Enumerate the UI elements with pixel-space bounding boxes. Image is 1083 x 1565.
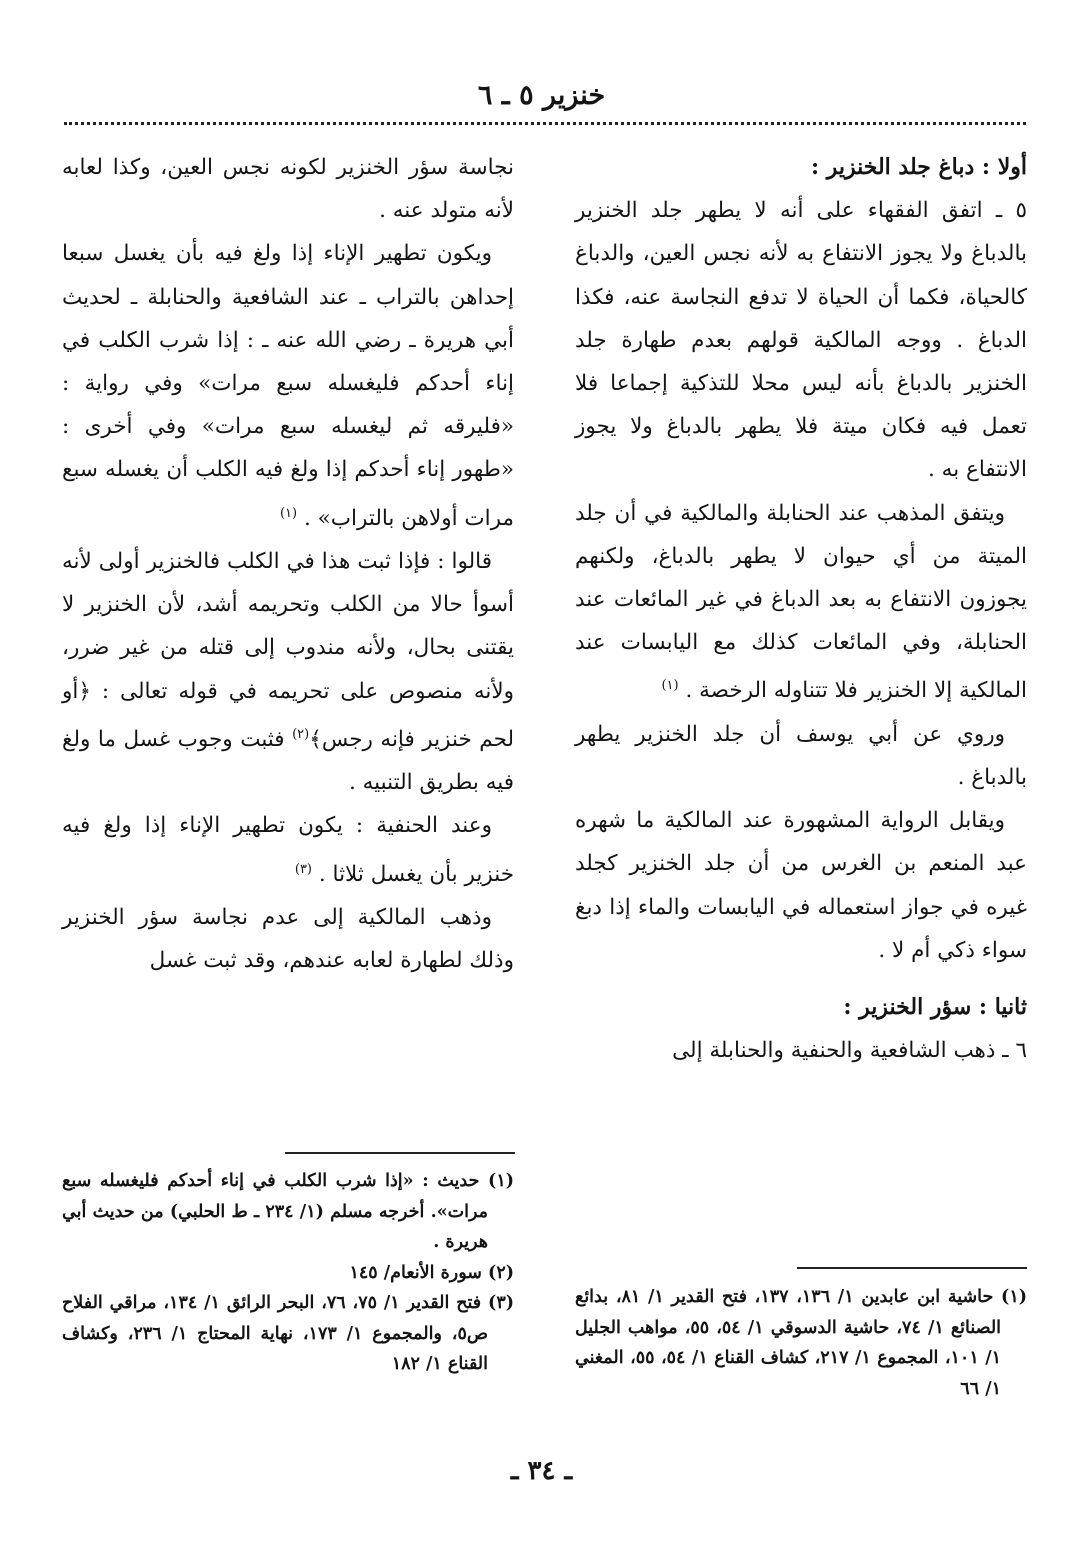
footnote-marker: (٣) [294, 861, 312, 877]
paragraph-text: وعند الحنفية : يكون تطهير الإناء إذا ولغ فيه خنزير بأن يغسل ثلاثا . [62, 813, 514, 887]
right-column [575, 146, 1027, 1072]
page-header: خنزير ٥ ـ ٦ [477, 80, 606, 111]
paragraph-text: ويتفق المذهب عند الحنابلة والمالكية في أن جلد الميتة من أي حيوان لا يطهر بالدباغ، ولكنهم يجوزون الانتفاع به بعد الدباغ في غير المائعات عند الحنابلة، وفي المائعات كذلك مع اليابسات عند المالكية إلا الخنزير فلا تتناوله الرخصة . [575, 500, 1027, 704]
paragraph-text: ويكون تطهير الإناء إذا ولغ فيه بأن يغسل سبعا إحداهن بالتراب ـ عند الشافعية والحنابلة ـ لحديث أبي هريرة ـ رضي الله عنه ـ : إذا شرب الكلب في إناء أحدكم فليغسله سبع مرات» وفي رواية : «فليرقه ثم ليغسله سبع مرات» وفي أخرى : «طهور إناء أحدكم إذا ولغ فيه الكلب أن يغسله سبع مرات أولاهن بالتراب» . [62, 241, 514, 531]
paragraph-text: فثبت وجوب غسل ما ولغ فيه بطريق التنبيه . [62, 726, 514, 796]
footnote: (٢) سورة الأنعام/ ١٤٥ [349, 1262, 514, 1283]
left-column [62, 146, 514, 982]
paragraph-text: قالوا : فإذا ثبت هذا في الكلب فالخنزير أولى لأنه أسوأ حالا من الكلب وتحريمه أشد، لأن الخنزير لا يقتنى بحال، ولأنه مندوب إلى قتله من غير ضرر، ولأنه منصوص على تحريمه في قوله تعالى : ﴿أو لحم خنزير فإنه رجس﴾ [62, 548, 515, 752]
footnote: (٣) فتح القدير ١/ ٧٥، ٧٦، البحر الرائق ١/ ١٣٤، مراقي الفلاح ص٥، والمجموع ١/ ١٧٣، نهاية المحتاج ١/ ٢٣٦، وكشاف القناع ١/ ١٨٢ [62, 1293, 515, 1374]
footnote-rule-right [797, 1267, 1027, 1269]
footnote-marker: (١) [279, 505, 298, 521]
page-number: ـ ٣٤ ـ [510, 1456, 573, 1486]
header-dotted-rule [64, 122, 1026, 125]
footnote-marker: (١) [661, 678, 679, 694]
paragraph [62, 232, 514, 540]
paragraph [62, 804, 514, 896]
paragraph: نجاسة سؤر الخنزير لكونه نجس العين، وكذا لعابه لأنه متولد عنه . [62, 155, 514, 224]
paragraph [575, 492, 1027, 713]
section-heading-second: ثانيا : سؤر الخنزير : [843, 994, 1027, 1021]
paragraph: وروي عن أبي يوسف أن جلد الخنزير يطهر بالدباغ . [575, 721, 1027, 790]
paragraph: ٦ ـ ذهب الشافعية والحنفية والحنابلة إلى [672, 1038, 1027, 1064]
footnotes-left [62, 1166, 514, 1380]
section-heading-first: أولا : دباغ جلد الخنزير : [810, 154, 1027, 180]
footnote: (١) حديث : «إذا شرب الكلب في إناء أحدكم فليغسله سبع مرات». أخرجه مسلم (١/ ٢٣٤ ـ ط الحلبي) من حديث أبي هريرة . [62, 1171, 514, 1252]
paragraph [62, 540, 514, 804]
footnotes-right [575, 1282, 1027, 1404]
footnote: (١) حاشية ابن عابدين ١/ ١٣٦، ١٣٧، فتح القدير ١/ ٨١، بدائع الصنائع ١/ ٧٤، حاشية الدسوقي ١/ ٥٤، ٥٥، مواهب الجليل ١/ ١٠١، المجموع ١/ ٢١٧، كشاف القناع ١/ ٥٤، ٥٥، المغني ١/ ٦٦ [575, 1287, 1027, 1399]
footnote-rule-left [285, 1152, 515, 1154]
paragraph: ويقابل الرواية المشهورة عند المالكية ما شهره عبد المنعم بن الغرس من أن جلد الخنزير كجلد غيره في جواز استعماله في اليابسات والماء إذا دبغ سواء ذكي أم لا . [575, 808, 1027, 963]
footnote-marker: (٢) [292, 726, 310, 742]
paragraph: وذهب المالكية إلى عدم نجاسة سؤر الخنزير وذلك لطهارة لعابه عندهم، وقد ثبت غسل [62, 904, 514, 974]
paragraph: ٥ ـ اتفق الفقهاء على أنه لا يطهر جلد الخنزير بالدباغ ولا يجوز الانتفاع به لأنه نجس العين، والدباغ كالحياة، فكما أن الحياة لا تدفع النجاسة عنه، فكذا الدباغ . ووجه المالكية قولهم بعدم طهارة جلد الخنزير بالدباغ بأنه ليس محلا للتذكية إجماعا فلا تعمل فيه فكان ميتة فلا يطهر بالدباغ ولا يجوز الانتفاع به . [575, 198, 1027, 483]
